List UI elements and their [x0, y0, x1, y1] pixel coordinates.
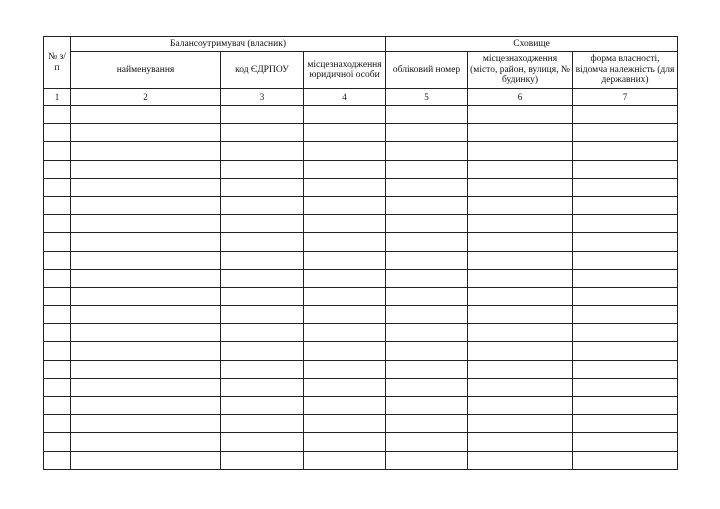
- table-row: [44, 124, 678, 142]
- table-cell[interactable]: [468, 251, 573, 269]
- table-row: [44, 196, 678, 214]
- table-row: [44, 415, 678, 433]
- table-cell[interactable]: [71, 106, 221, 124]
- table-cell[interactable]: [386, 397, 468, 415]
- table-cell[interactable]: [71, 215, 221, 233]
- table-cell[interactable]: [221, 269, 304, 287]
- column-header-registration-number: обліковий номер: [386, 52, 468, 89]
- column-number: 4: [304, 89, 386, 106]
- table-cell[interactable]: [304, 269, 386, 287]
- table-row: [44, 378, 678, 396]
- table-cell[interactable]: [304, 342, 386, 360]
- table-cell[interactable]: [468, 324, 573, 342]
- table-row: [44, 397, 678, 415]
- table-cell[interactable]: [468, 287, 573, 305]
- table-cell[interactable]: [573, 287, 678, 305]
- table-cell[interactable]: [304, 378, 386, 396]
- table-cell[interactable]: [386, 215, 468, 233]
- table-cell[interactable]: [573, 196, 678, 214]
- table-cell[interactable]: [304, 196, 386, 214]
- table-row: [44, 360, 678, 378]
- table-cell[interactable]: [468, 378, 573, 396]
- table-cell[interactable]: [386, 415, 468, 433]
- column-number: 6: [468, 89, 573, 106]
- table-cell[interactable]: [304, 451, 386, 469]
- table-cell[interactable]: [44, 287, 71, 305]
- table-cell[interactable]: [44, 124, 71, 142]
- table-cell[interactable]: [71, 251, 221, 269]
- table-row: [44, 160, 678, 178]
- table-cell[interactable]: [221, 106, 304, 124]
- table-cell[interactable]: [468, 160, 573, 178]
- table-cell[interactable]: [304, 142, 386, 160]
- table-cell[interactable]: [44, 269, 71, 287]
- table-cell[interactable]: [71, 160, 221, 178]
- table-cell[interactable]: [304, 360, 386, 378]
- table-cell[interactable]: [386, 106, 468, 124]
- table-cell[interactable]: [221, 196, 304, 214]
- register-table: [43, 36, 678, 470]
- table-cell[interactable]: [468, 306, 573, 324]
- table-cell[interactable]: [221, 142, 304, 160]
- table-cell[interactable]: [71, 196, 221, 214]
- table-cell[interactable]: [44, 324, 71, 342]
- table-cell[interactable]: [573, 269, 678, 287]
- table-cell[interactable]: [221, 415, 304, 433]
- table-cell[interactable]: [44, 433, 71, 451]
- table-cell[interactable]: [468, 178, 573, 196]
- table-cell[interactable]: [71, 306, 221, 324]
- column-number-row: [44, 89, 678, 106]
- table-cell[interactable]: [44, 306, 71, 324]
- table-cell[interactable]: [71, 287, 221, 305]
- table-cell[interactable]: [386, 251, 468, 269]
- table-cell[interactable]: [71, 433, 221, 451]
- table-cell[interactable]: [386, 142, 468, 160]
- table-cell[interactable]: [44, 160, 71, 178]
- table-cell[interactable]: [304, 106, 386, 124]
- table-cell[interactable]: [573, 160, 678, 178]
- table-cell[interactable]: [71, 178, 221, 196]
- table-cell[interactable]: [573, 324, 678, 342]
- table-cell[interactable]: [221, 251, 304, 269]
- table-cell[interactable]: [386, 306, 468, 324]
- table-cell[interactable]: [221, 160, 304, 178]
- table-cell[interactable]: [573, 306, 678, 324]
- table-cell[interactable]: [44, 397, 71, 415]
- table-cell[interactable]: [573, 415, 678, 433]
- table-cell[interactable]: [386, 178, 468, 196]
- table-row: [44, 451, 678, 469]
- table-cell[interactable]: [221, 342, 304, 360]
- column-number: 1: [44, 89, 71, 106]
- table-cell[interactable]: [468, 196, 573, 214]
- table-cell[interactable]: [44, 415, 71, 433]
- table-cell[interactable]: [221, 397, 304, 415]
- table-cell[interactable]: [386, 196, 468, 214]
- table-cell[interactable]: [386, 360, 468, 378]
- table-row: [44, 269, 678, 287]
- column-header-ownership-form: форма власності, відомча належність (для державних): [573, 52, 678, 89]
- table-cell[interactable]: [468, 124, 573, 142]
- table-cell[interactable]: [304, 324, 386, 342]
- table-cell[interactable]: [304, 160, 386, 178]
- table-cell[interactable]: [573, 178, 678, 196]
- table-cell[interactable]: [573, 142, 678, 160]
- table-row: [44, 215, 678, 233]
- table-cell[interactable]: [573, 251, 678, 269]
- table-cell[interactable]: [386, 378, 468, 396]
- table-cell[interactable]: [386, 233, 468, 251]
- table-cell[interactable]: [221, 287, 304, 305]
- table-cell[interactable]: [573, 451, 678, 469]
- table-row: [44, 433, 678, 451]
- table-cell[interactable]: [304, 415, 386, 433]
- table-cell[interactable]: [71, 269, 221, 287]
- table-cell[interactable]: [304, 397, 386, 415]
- table-cell[interactable]: [221, 324, 304, 342]
- table-cell[interactable]: [573, 106, 678, 124]
- table-cell[interactable]: [573, 233, 678, 251]
- table-cell[interactable]: [304, 215, 386, 233]
- table-cell[interactable]: [468, 433, 573, 451]
- table-cell[interactable]: [468, 106, 573, 124]
- table-cell[interactable]: [386, 342, 468, 360]
- table-cell[interactable]: [71, 397, 221, 415]
- table-cell[interactable]: [304, 251, 386, 269]
- table-cell[interactable]: [44, 360, 71, 378]
- table-cell[interactable]: [44, 178, 71, 196]
- table-cell[interactable]: [386, 451, 468, 469]
- table-cell[interactable]: [71, 342, 221, 360]
- table-row: [44, 306, 678, 324]
- table-cell[interactable]: [468, 451, 573, 469]
- table-cell[interactable]: [468, 233, 573, 251]
- table-cell[interactable]: [221, 215, 304, 233]
- table-cell[interactable]: [44, 142, 71, 160]
- table-cell[interactable]: [573, 342, 678, 360]
- owner-group-header: Балансоутримувач (власник): [71, 37, 386, 52]
- table-row: [44, 178, 678, 196]
- table-cell[interactable]: [304, 233, 386, 251]
- table-cell[interactable]: [44, 451, 71, 469]
- table-cell[interactable]: [386, 433, 468, 451]
- table-cell[interactable]: [386, 124, 468, 142]
- column-number: 3: [221, 89, 304, 106]
- table-cell[interactable]: [221, 451, 304, 469]
- table-row: [44, 251, 678, 269]
- table-cell[interactable]: [71, 124, 221, 142]
- table-cell[interactable]: [221, 433, 304, 451]
- column-header-edrpou: код ЄДРПОУ: [221, 52, 304, 89]
- table-cell[interactable]: [71, 360, 221, 378]
- table-cell[interactable]: [71, 142, 221, 160]
- table-cell[interactable]: [573, 397, 678, 415]
- table-cell[interactable]: [71, 324, 221, 342]
- table-cell[interactable]: [221, 124, 304, 142]
- table-row: [44, 142, 678, 160]
- table-cell[interactable]: [468, 215, 573, 233]
- column-number: 5: [386, 89, 468, 106]
- table-cell[interactable]: [221, 360, 304, 378]
- table-cell[interactable]: [468, 415, 573, 433]
- row-number-header: № з/п: [44, 37, 71, 89]
- column-header-legal-location: місцезнаходження юридичної особи: [304, 52, 386, 89]
- table-cell[interactable]: [221, 233, 304, 251]
- column-number: 2: [71, 89, 221, 106]
- table-cell[interactable]: [573, 378, 678, 396]
- table-cell[interactable]: [71, 415, 221, 433]
- storage-group-header: Сховище: [386, 37, 678, 52]
- table-cell[interactable]: [221, 306, 304, 324]
- table-cell[interactable]: [468, 269, 573, 287]
- table-row: [44, 324, 678, 342]
- table-cell[interactable]: [573, 124, 678, 142]
- table-cell[interactable]: [468, 342, 573, 360]
- table-cell[interactable]: [304, 124, 386, 142]
- table-cell[interactable]: [304, 178, 386, 196]
- table-cell[interactable]: [221, 178, 304, 196]
- table-row: [44, 106, 678, 124]
- table-cell[interactable]: [44, 106, 71, 124]
- table-cell[interactable]: [573, 360, 678, 378]
- table-cell[interactable]: [386, 287, 468, 305]
- table-cell[interactable]: [44, 251, 71, 269]
- table-row: [44, 233, 678, 251]
- table-cell[interactable]: [304, 287, 386, 305]
- table-cell[interactable]: [44, 233, 71, 251]
- register-form: [43, 36, 678, 470]
- table-cell[interactable]: [44, 196, 71, 214]
- table-row: [44, 342, 678, 360]
- table-cell[interactable]: [71, 451, 221, 469]
- table-cell[interactable]: [304, 306, 386, 324]
- table-cell[interactable]: [304, 433, 386, 451]
- table-cell[interactable]: [468, 397, 573, 415]
- table-cell[interactable]: [44, 378, 71, 396]
- column-header-storage-location: місцезнаходження (місто, район, вулиця, № будинку): [468, 52, 573, 89]
- table-cell[interactable]: [468, 360, 573, 378]
- column-header-name: найменування: [71, 52, 221, 89]
- table-cell[interactable]: [573, 215, 678, 233]
- table-cell[interactable]: [386, 324, 468, 342]
- table-cell[interactable]: [71, 378, 221, 396]
- table-row: [44, 287, 678, 305]
- table-cell[interactable]: [44, 215, 71, 233]
- table-cell[interactable]: [573, 433, 678, 451]
- table-cell[interactable]: [221, 378, 304, 396]
- table-cell[interactable]: [44, 342, 71, 360]
- table-cell[interactable]: [386, 160, 468, 178]
- table-cell[interactable]: [468, 142, 573, 160]
- table-cell[interactable]: [386, 269, 468, 287]
- table-cell[interactable]: [71, 233, 221, 251]
- column-number: 7: [573, 89, 678, 106]
